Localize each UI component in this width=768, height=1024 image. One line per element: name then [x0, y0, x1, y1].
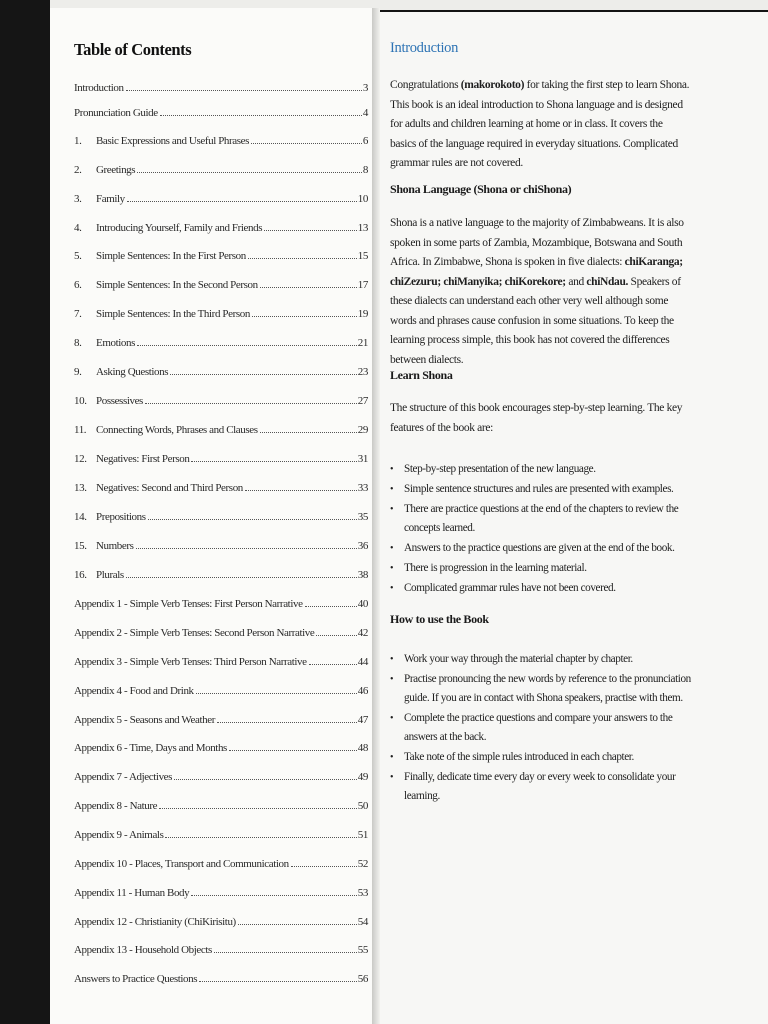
toc-entry-page: 15 [357, 250, 368, 262]
left-page [50, 8, 375, 1024]
toc-entry [74, 337, 368, 349]
toc-entry [74, 685, 368, 697]
toc-entry-page: 19 [357, 308, 368, 320]
toc-entry-label: Emotions [96, 337, 135, 349]
toc-entry-label: Prepositions [96, 511, 146, 523]
toc-entry-label: Plurals [96, 569, 124, 581]
toc-entry-number: 14. [74, 511, 87, 523]
toc-entry [74, 250, 368, 262]
toc-entry-label: Negatives: Second and Third Person [96, 482, 243, 494]
toc-entry [74, 540, 368, 552]
toc-entry-page: 33 [357, 482, 368, 494]
toc-entry [74, 714, 368, 726]
toc-leader-dots [145, 403, 357, 404]
toc-entry-page: 46 [357, 685, 368, 697]
toc-entry-page: 35 [357, 511, 368, 523]
intro-paragraph [390, 76, 690, 174]
toc-entry-page: 36 [357, 540, 368, 552]
toc-entry-number: 3. [74, 193, 82, 205]
toc-leader-dots [309, 664, 357, 665]
toc-leader-dots [291, 866, 357, 867]
toc-entry [74, 742, 368, 754]
toc-entry [74, 482, 368, 494]
toc-entry [74, 222, 368, 234]
how-to-use-list [390, 650, 695, 807]
toc-entry-label: Asking Questions [96, 366, 169, 378]
toc-leader-dots [260, 432, 357, 433]
toc-entry-page: 44 [357, 656, 368, 668]
toc-entry-label: Pronunciation Guide [74, 107, 158, 119]
toc-entry [74, 193, 368, 205]
toc-leader-dots [196, 693, 357, 694]
toc-entry-page: 40 [357, 598, 368, 610]
toc-entry-page: 52 [357, 858, 368, 870]
toc-leader-dots [264, 230, 357, 231]
toc-entry [74, 569, 368, 581]
toc-entry-number: 6. [74, 279, 82, 291]
toc-leader-dots [126, 577, 357, 578]
toc-entry [74, 656, 368, 668]
toc-entry-number: 9. [74, 366, 82, 378]
toc-entry-page: 42 [357, 627, 368, 639]
toc-entry [74, 627, 368, 639]
toc-entry-label: Appendix 13 - Household Objects [74, 944, 212, 956]
toc-entry-number: 12. [74, 453, 87, 465]
toc-entry-label: Appendix 12 - Christianity (ChiKirisitu) [74, 916, 236, 928]
feature-bullet-item: • Simple sentence structures and rules are presented with examples. [390, 480, 695, 499]
feature-bullet-item: • Step-by-step presentation of the new language. [390, 460, 695, 479]
toc-entry-label: Simple Sentences: In the Second Person [96, 279, 258, 291]
feature-bullet-item: • There is progression in the learning material. [390, 559, 695, 578]
toc-entry-page: 50 [357, 800, 368, 812]
toc-entry-page: 29 [357, 424, 368, 436]
toc-leader-dots [159, 808, 357, 809]
toc-entry-label: Appendix 3 - Simple Verb Tenses: Third Person Narrative [74, 656, 307, 668]
toc-entry-label: Appendix 5 - Seasons and Weather [74, 714, 215, 726]
toc-entry-label: Appendix 11 - Human Body [74, 887, 190, 899]
toc-entry-label: Greetings [96, 164, 136, 176]
toc-entry-page: 38 [357, 569, 368, 581]
toc-entry-label: Appendix 2 - Simple Verb Tenses: Second Person Narrative [74, 627, 315, 639]
toc-entry-number: 5. [74, 250, 82, 262]
toc-entry-number: 1. [74, 135, 82, 147]
toc-entry-label: Connecting Words, Phrases and Clauses [96, 424, 258, 436]
toc-entry-label: Answers to Practice Questions [74, 973, 198, 985]
toc-leader-dots [148, 519, 357, 520]
toc-entry-label: Introducing Yourself, Family and Friends [96, 222, 263, 234]
intro-text-bold: (makorokoto) [460, 79, 525, 91]
toc-leader-dots [127, 201, 357, 202]
toc-entry [74, 164, 368, 176]
toc-entry-page: 17 [357, 279, 368, 291]
toc-entry-page: 56 [357, 973, 368, 985]
toc-entry-label: Introduction [74, 82, 124, 94]
toc-leader-dots [316, 635, 356, 636]
toc-entry-label: Basic Expressions and Useful Phrases [96, 135, 250, 147]
toc-entry [74, 82, 368, 94]
dialects-bold: chiKaranga; chiZezuru; chiManyika; chiKorekore; [390, 256, 683, 288]
toc-leader-dots [165, 837, 356, 838]
shona-text-b: and [565, 275, 587, 288]
shona-text-c: Speakers of these dialects can understand each other very well although some words and phrases cause confusion in some situations. To keep the learning process simple, this book has not covered the differences between dialects. [390, 275, 681, 366]
toc-entry [74, 771, 368, 783]
toc-entry-label: Appendix 8 - Nature [74, 800, 158, 812]
toc-entry-page: 48 [357, 742, 368, 754]
toc-entry-label: Appendix 9 - Animals [74, 829, 164, 841]
toc-leader-dots [136, 548, 357, 549]
toc-entry [74, 107, 368, 119]
toc-entry [74, 511, 368, 523]
howto-bullet-item: • Practise pronouncing the new words by reference to the pronunciation guide. If you are in contact with Shona speakers, practise with them. [390, 670, 695, 708]
toc-entry [74, 800, 368, 812]
toc-entry [74, 829, 368, 841]
learn-shona-paragraph: The structure of this book encourages step-by-step learning. The key features of the book are: [390, 402, 683, 434]
toc-leader-dots [191, 895, 357, 896]
toc-entry-label: Appendix 4 - Food and Drink [74, 685, 194, 697]
toc-title: Table of Contents [74, 40, 192, 59]
shona-text-a: Shona is a native language to the majority of Zimbabweans. It is also spoken in some parts of Zambia, Mozambique, Botswana and South Africa. In Zimbabwe, Shona is spoken in five dialects: [390, 217, 684, 268]
toc-entry-page: 54 [357, 916, 368, 928]
toc-entry-page: 31 [357, 453, 368, 465]
toc-entry-page: 8 [362, 164, 368, 176]
section-heading-how-to-use: How to use the Book [390, 612, 489, 626]
howto-bullet-item: • Finally, dedicate time every day or every week to consolidate your learning. [390, 768, 695, 806]
toc-entry-page: 55 [357, 944, 368, 956]
dialect-ndau-bold: chiNdau. [586, 275, 629, 288]
toc-entry-label: Negatives: First Person [96, 453, 190, 465]
toc-leader-dots [170, 374, 357, 375]
toc-entry [74, 944, 368, 956]
toc-leader-dots [137, 172, 362, 173]
toc-entry-page: 53 [357, 887, 368, 899]
toc-leader-dots [214, 952, 357, 953]
toc-entry-page: 47 [357, 714, 368, 726]
howto-bullet-item: • Work your way through the material chapter by chapter. [390, 650, 695, 669]
toc-entry-page: 6 [362, 135, 368, 147]
toc-entry-number: 8. [74, 337, 82, 349]
toc-leader-dots [238, 924, 357, 925]
toc-entry [74, 453, 368, 465]
toc-leader-dots [191, 461, 356, 462]
toc-entry-label: Numbers [96, 540, 134, 552]
toc-entry-page: 13 [357, 222, 368, 234]
toc-leader-dots [248, 258, 357, 259]
toc-entry-label: Appendix 10 - Places, Transport and Communication [74, 858, 289, 870]
toc-entry-label: Possessives [96, 395, 143, 407]
intro-text-c: for taking the first step to learn Shona. This book is an ideal introduction to Shona language and is designed for adults and children learning at home or in class. It covers the basics of the language required in everyday situations. Complicated grammar rules are not covered. [390, 79, 690, 169]
features-list [390, 460, 695, 599]
toc-entry-page: 51 [357, 829, 368, 841]
toc-entry-page: 4 [362, 107, 368, 119]
feature-bullet-item: • Complicated grammar rules have not been covered. [390, 579, 695, 598]
section-heading-learn-shona: Learn Shona [390, 368, 453, 382]
intro-text-a: Congratulations [390, 79, 461, 91]
toc-entry-number: 16. [74, 569, 87, 581]
toc-entry [74, 887, 368, 899]
toc-entry-label: Appendix 6 - Time, Days and Months [74, 742, 227, 754]
howto-bullet-item: • Take note of the simple rules introduced in each chapter. [390, 748, 695, 767]
toc-leader-dots [217, 722, 357, 723]
toc-entry [74, 135, 368, 147]
right-page [380, 12, 768, 1024]
page-gutter [372, 8, 380, 1024]
toc-entry [74, 424, 368, 436]
toc-entry [74, 366, 368, 378]
toc-leader-dots [199, 981, 357, 982]
toc-entry-label: Appendix 7 - Adjectives [74, 771, 173, 783]
toc-entry-label: Simple Sentences: In the Third Person [96, 308, 250, 320]
toc-entry [74, 395, 368, 407]
toc-entry [74, 916, 368, 928]
intro-heading: Introduction [390, 40, 459, 56]
toc-entry-number: 15. [74, 540, 87, 552]
toc-leader-dots [252, 316, 357, 317]
toc-entry-page: 23 [357, 366, 368, 378]
feature-bullet-item: • Answers to the practice questions are given at the end of the book. [390, 539, 695, 558]
toc-leader-dots [260, 287, 357, 288]
toc-entry-label: Family [96, 193, 125, 205]
toc-entry-page: 27 [357, 395, 368, 407]
toc-entry-number: 10. [74, 395, 87, 407]
toc-entry-page: 21 [357, 337, 368, 349]
toc-entry-number: 7. [74, 308, 82, 320]
toc-leader-dots [137, 345, 357, 346]
toc-entry-number: 4. [74, 222, 82, 234]
toc-leader-dots [251, 143, 362, 144]
book-binding-shadow [0, 0, 50, 1024]
toc-leader-dots [126, 90, 362, 91]
toc-leader-dots [245, 490, 357, 491]
toc-entry-page: 10 [357, 193, 368, 205]
toc-entry [74, 308, 368, 320]
toc-leader-dots [305, 606, 357, 607]
toc-entry [74, 598, 368, 610]
toc-leader-dots [229, 750, 357, 751]
shona-language-paragraph [390, 214, 690, 370]
howto-bullet-item: • Complete the practice questions and compare your answers to the answers at the back. [390, 709, 695, 747]
toc-entry-number: 13. [74, 482, 87, 494]
toc-leader-dots [174, 779, 357, 780]
toc-entry [74, 973, 368, 985]
toc-entry-page: 3 [362, 82, 368, 94]
toc-entry [74, 858, 368, 870]
section-heading-shona-language: Shona Language (Shona or chiShona) [390, 182, 572, 196]
toc-entry-page: 49 [357, 771, 368, 783]
toc-entry-label: Simple Sentences: In the First Person [96, 250, 246, 262]
toc-leader-dots [160, 115, 362, 116]
toc-entry-number: 11. [74, 424, 87, 436]
toc-entry-number: 2. [74, 164, 82, 176]
toc-entry [74, 279, 368, 291]
feature-bullet-item: • There are practice questions at the end of the chapters to review the concepts learned. [390, 500, 695, 538]
toc-entry-label: Appendix 1 - Simple Verb Tenses: First Person Narrative [74, 598, 303, 610]
